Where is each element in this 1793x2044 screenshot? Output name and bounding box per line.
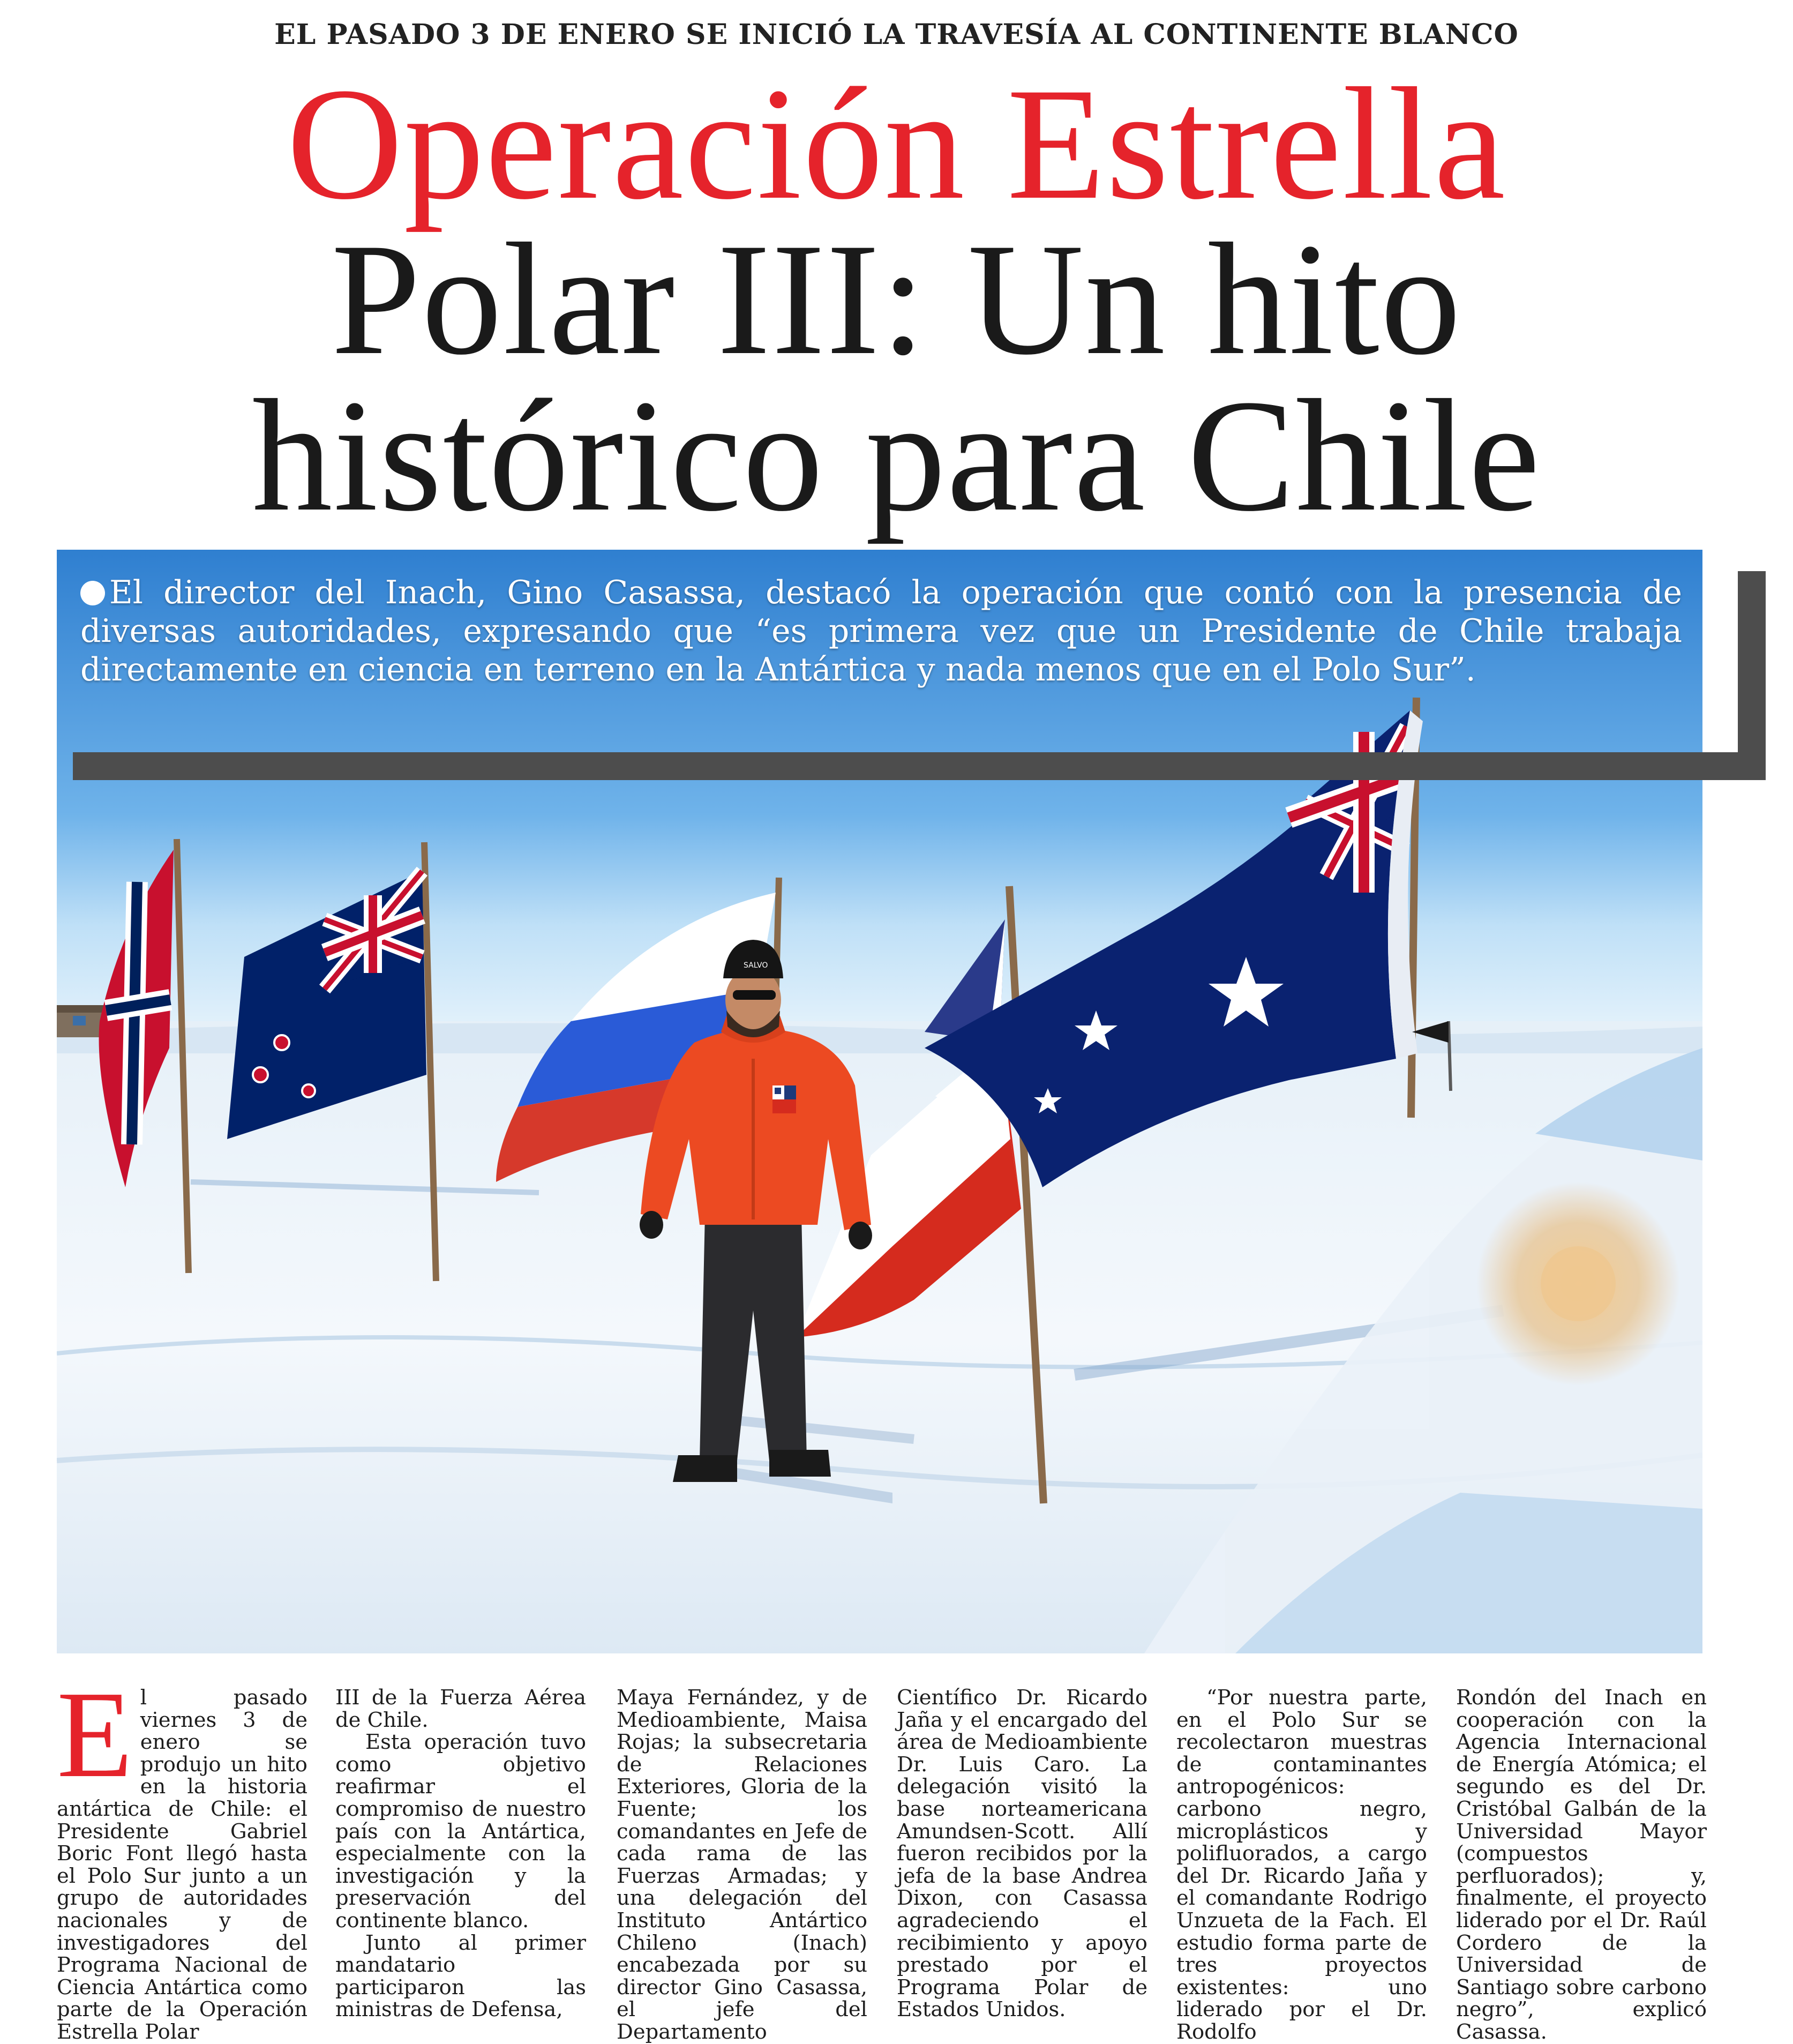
article-column-5 (1176, 1687, 1427, 2043)
article-column-3 (617, 1687, 867, 2043)
paragraph: III de la Fuerza Aérea de Chile. (335, 1686, 586, 1732)
beanie-label: SALVO (744, 961, 768, 970)
paragraph: Rondón del Inach en cooperación con la Agencia Internacional de Energía Atómica; el segundo es del Dr. Cristóbal Galbán de la Universidad Mayor (compuestos perfluorados); y, finalmente, el proyecto liderado por el Dr. Raúl Cordero de la Universidad de Santiago sobre carbono negro”, explicó Casassa. (1456, 1686, 1707, 2044)
article-body (57, 1666, 1707, 2044)
bullet-icon (80, 581, 105, 605)
headline-line-1: Operación Estrella (287, 55, 1506, 233)
paragraph: Maya Fernández, y de Medioambiente, Maisa Rojas; la subsecretaria de Relaciones Exteriores, Gloria de la Fuente; los comandantes en Jefe de cada rama de las Fuerzas Armadas; y una delegación del Instituto Antártico Chileno (Inach) encabezada por su director Gino Casassa, el jefe del Departamento (617, 1686, 867, 2044)
paragraph: Científico Dr. Ricardo Jaña y el encargado del área de Medioambiente Dr. Luis Caro. La delegación visitó la base norteamericana Amundsen-Scott. Allí fueron recibidos por la jefa de la base Andrea Dixon, con Casassa agradeciendo el recibimiento y apoyo prestado por el Programa Polar de Estados Unidos. (897, 1686, 1147, 2022)
article-column-2 (335, 1687, 586, 2021)
paragraph: Esta operación tuvo como objetivo reafirmar el compromiso de nuestro país con la Antártica, especialmente con la investigación y la preservación del continente blanco. (335, 1730, 586, 1933)
main-photo (57, 550, 1702, 1653)
paragraph: Junto al primer mandatario participaron las ministras de Defensa, (335, 1930, 586, 2022)
headline-line-3: histórico para Chile (252, 366, 1541, 544)
article-column-1: El pasado viernes 3 de enero se produjo un hito en la historia antártica de Chile: el Presidente Gabriel Boric Font llegó hasta el Polo Sur junto a un grupo de autoridades nacionales y de investigadores del Programa Nacional de Ciencia Antártica como parte de la Operación Estrella Polar (57, 1666, 307, 2044)
article-column-6 (1456, 1687, 1707, 2043)
photo-caption: El director del Inach, Gino Casassa, destacó la operación que contó con la presencia de diversas autoridades, expresando que “es primera vez que un Presidente de Chile trabaja directamente en ciencia en terreno en la Antártica y nada menos que en el Polo Sur”. (80, 574, 1682, 688)
headline-line-2: Polar III: Un hito (331, 210, 1462, 388)
caption-frame-bar (73, 752, 1766, 780)
kicker: EL PASADO 3 DE ENERO SE INICIÓ LA TRAVESÍA AL CONTINENTE BLANCO (274, 18, 1519, 51)
drop-cap: E (57, 1666, 133, 1803)
article-column-4 (897, 1687, 1147, 2021)
paragraph: “Por nuestra parte, en el Polo Sur se recolectaron muestras de contaminantes antropogénicos: carbono negro, microplásticos y polifluorados, a cargo del Dr. Ricardo Jaña y el comandante Rodrigo Unzueta de la Fach. El estudio forma parte de tres proyectos existentes: uno liderado por el Dr. Rodolfo (1176, 1686, 1427, 2044)
caption-frame-bar-vertical (1738, 571, 1766, 780)
